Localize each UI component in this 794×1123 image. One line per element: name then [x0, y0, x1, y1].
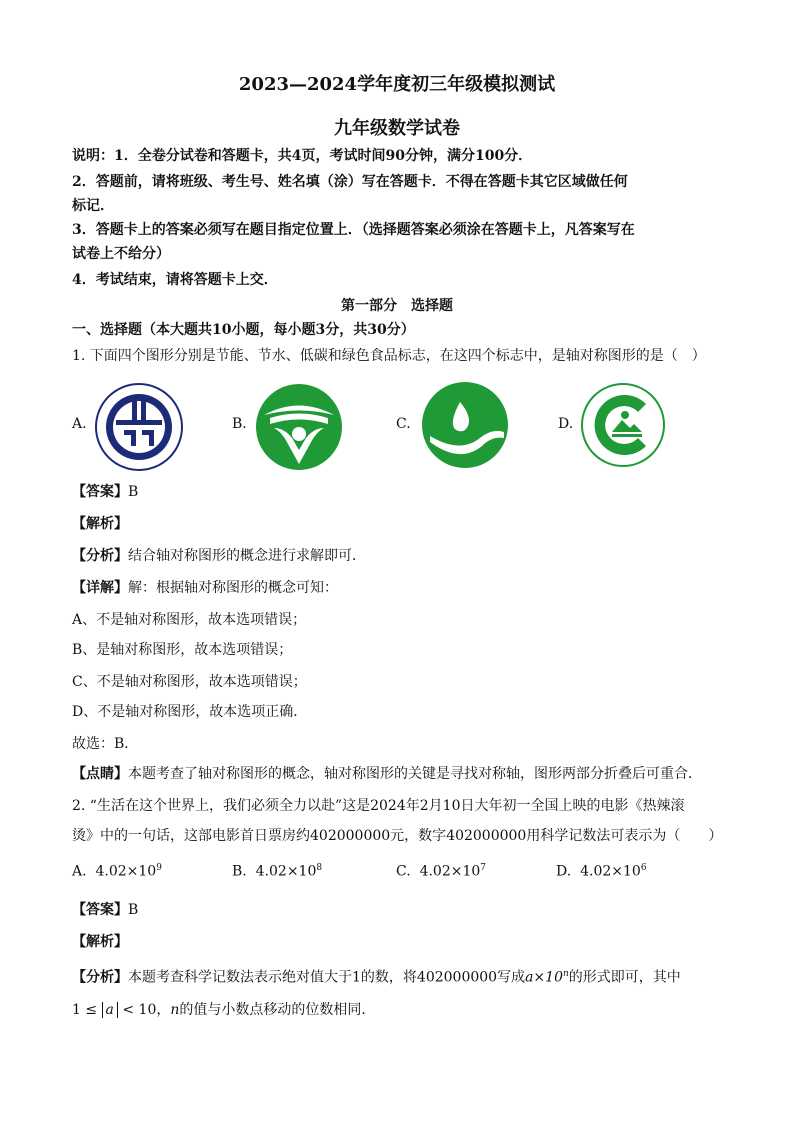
q2-condition: 1 ≤ a < 10，n的值与小数点移动的位数相同．: [72, 1002, 376, 1018]
green-food-logo: [580, 382, 666, 472]
q1-option-d-label: D.: [558, 416, 574, 432]
q2-stem-line-2: 烫》中的一句话，这部电影首日票房约402000000元，数字402000000用科学记数法可表示为（ ）: [72, 828, 723, 844]
instruction-line-2: 2．答题前，请将班级、考生号、姓名填（涂）写在答题卡．不得在答题卡其它区域做任何: [72, 174, 628, 190]
q2-option-c: C. $4.02\times 10^7$: [396, 863, 487, 880]
section-title: 一、选择题（本大题共10小题，每小题3分，共30分）: [72, 322, 415, 338]
low-carbon-logo: [420, 380, 510, 474]
q2-answer: 【答案】B: [72, 902, 139, 918]
energy-saving-logo: [94, 382, 184, 476]
q1-option-c-label: C.: [396, 416, 411, 432]
instruction-line-5: 试卷上不给分）: [72, 246, 170, 262]
water-saving-logo: [254, 382, 344, 476]
q1-option-b-label: B.: [232, 416, 247, 432]
q1-stem: 1. 下面四个图形分别是节能、节水、低碳和绿色食品标志，在这四个标志中，是轴对称图形的是（ ）: [72, 348, 706, 364]
exam-subtitle: 九年级数学试卷: [334, 118, 460, 139]
instruction-line-6: 4．考试结束，请将答题卡上交．: [72, 272, 278, 288]
q1-dianjing: 【点睛】本题考查了轴对称图形的概念，轴对称图形的关键是寻找对称轴，图形两部分折叠后可重合．: [72, 766, 702, 782]
q1-conclusion: 故选：B．: [72, 736, 139, 752]
part-title: 第一部分 选择题: [341, 298, 453, 314]
q1-analysis-tag: 【解析】: [72, 516, 128, 532]
q2-fenxi: 【分析】本题考查科学记数法表示绝对值大于1的数，将402000000写成$a\times 10^n$的形式即可，其中: [72, 969, 681, 986]
q2-option-b: B. $4.02\times 10^8$: [232, 863, 323, 880]
q2-stem-line-1: 2. “生活在这个世界上，我们必须全力以赴”这是2024年2月10日大年初一全国上映的电影《热辣滚: [72, 798, 685, 814]
q1-line-a: A、不是轴对称图形，故本选项错误；: [72, 612, 307, 628]
exam-title: 2023—2024学年度初三年级模拟测试: [238, 74, 556, 95]
q1-line-c: C、不是轴对称图形，故本选项错误；: [72, 674, 307, 690]
q1-line-d: D、不是轴对称图形，故本选项正确．: [72, 704, 308, 720]
q1-line-b: B、是轴对称图形，故本选项错误；: [72, 642, 293, 658]
q2-analysis-tag: 【解析】: [72, 934, 128, 950]
q1-option-a-label: A.: [72, 416, 87, 432]
q1-answer: 【答案】B: [72, 484, 139, 500]
instruction-line-1: 说明：1．全卷分试卷和答题卡，共4页，考试时间90分钟，满分100分．: [72, 148, 533, 164]
instruction-line-4: 3．答题卡上的答案必须写在题目指定位置上．（选择题答案必须涂在答题卡上，凡答案写在: [72, 222, 635, 238]
q2-option-a: A. $4.02\times 10^9$: [72, 863, 162, 880]
q2-option-d: D. $4.02\times 10^6$: [556, 863, 647, 880]
q1-fenxi: 【分析】结合轴对称图形的概念进行求解即可．: [72, 548, 366, 564]
q1-xiangjie: 【详解】解：根据轴对称图形的概念可知：: [72, 580, 338, 596]
instruction-line-3: 标记．: [72, 198, 114, 214]
